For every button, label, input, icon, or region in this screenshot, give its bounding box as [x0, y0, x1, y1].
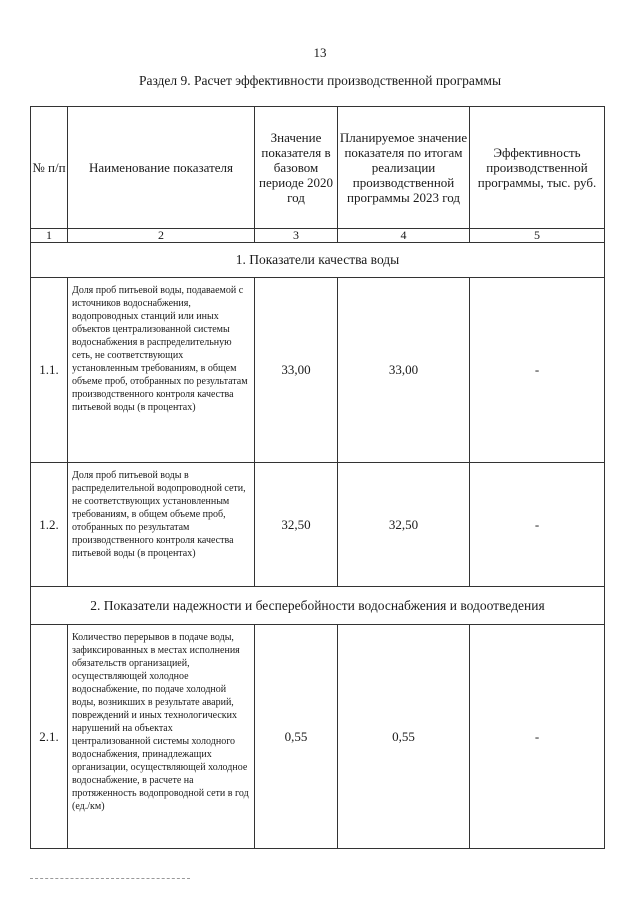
column-number: 3 [255, 229, 338, 243]
row-index: 1.1. [31, 278, 68, 463]
row-planned-value: 32,50 [338, 463, 470, 587]
header-planned-value: Планируемое значение показателя по итогам реализации производственной программы 2023 год [338, 107, 470, 229]
group-title: 2. Показатели надежности и бесперебойности водоснабжения и водоотведения [31, 587, 605, 625]
table-header-row [31, 107, 605, 229]
row-planned-value: 0,55 [338, 625, 470, 849]
row-base-value: 33,00 [255, 278, 338, 463]
row-base-value: 32,50 [255, 463, 338, 587]
efficiency-table [30, 106, 605, 849]
column-number: 1 [31, 229, 68, 243]
page-number: 13 [313, 45, 327, 60]
row-base-value: 0,55 [255, 625, 338, 849]
column-numbers-row [31, 229, 605, 243]
column-number: 2 [68, 229, 255, 243]
group-header-row [31, 587, 605, 625]
header-base-value: Значение показателя в базовом периоде 2020 год [255, 107, 338, 229]
table-row [31, 278, 605, 463]
column-number: 4 [338, 229, 470, 243]
row-index: 2.1. [31, 625, 68, 849]
row-index: 1.2. [31, 463, 68, 587]
row-efficiency: - [470, 463, 605, 587]
header-indicator-name: Наименование показателя [68, 107, 255, 229]
group-header-row [31, 243, 605, 278]
row-indicator-name: Доля проб питьевой воды в распределительной водопроводной сети, не соответствующих установленным требованиям, в общем объеме проб, отобранных по результатам производственного контроля качества питьевой воды (в процентах) [68, 463, 255, 587]
header-efficiency: Эффективность производственной программы, тыс. руб. [470, 107, 605, 229]
row-indicator-name: Количество перерывов в подаче воды, зафиксированных в местах исполнения обязательств организацией, осуществляющей холодное водоснабжение, по подаче холодной воды, возникших в результате аварий, повреждений и иных технологических нарушений на объектах централизованной системы холодного водоснабжения, принадлежащих организации, осуществляющей холодное водоснабжение, в расчете на протяженность водопроводной сети в год (ед./км) [68, 625, 255, 849]
header-number: № п/п [31, 107, 68, 229]
section-title: Раздел 9. Расчет эффективности производственной программы [138, 73, 502, 88]
footnote-divider [30, 878, 190, 879]
table-row [31, 463, 605, 587]
table-row [31, 625, 605, 849]
column-number: 5 [470, 229, 605, 243]
row-planned-value: 33,00 [338, 278, 470, 463]
row-indicator-name: Доля проб питьевой воды, подаваемой с источников водоснабжения, водопроводных станций или иных объектов централизованной системы водоснабжения в распределительную сеть, не соответствующих установленным требованиям, в общем объеме проб, отобранных по результатам производственного контроля качества питьевой воды (в процентах) [68, 278, 255, 463]
group-title: 1. Показатели качества воды [31, 243, 605, 278]
row-efficiency: - [470, 278, 605, 463]
row-efficiency: - [470, 625, 605, 849]
